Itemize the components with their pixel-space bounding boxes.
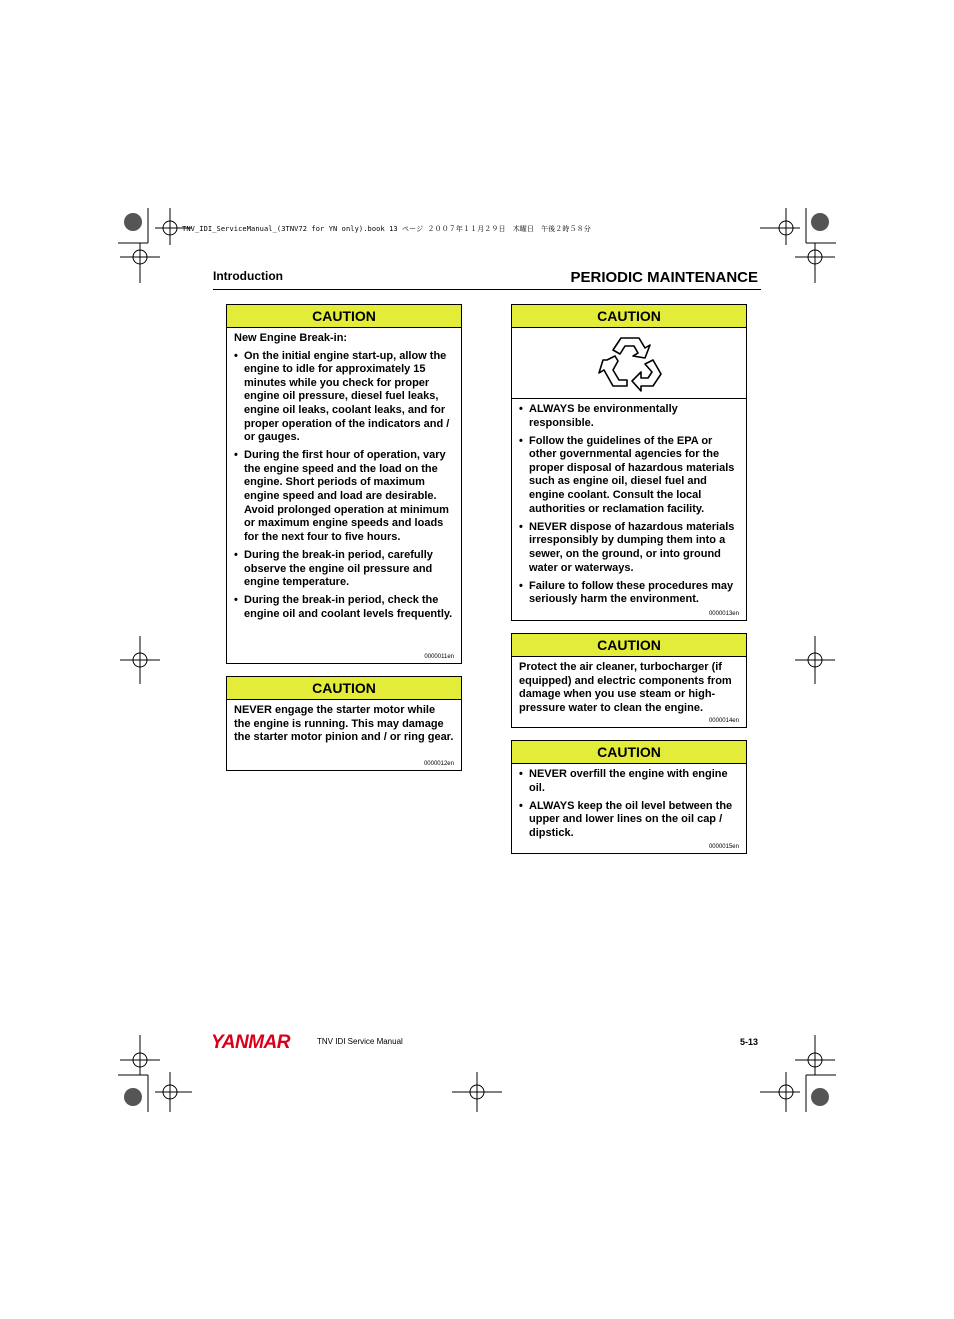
caution-heading: CAUTION	[512, 305, 746, 328]
header-rule	[213, 289, 761, 290]
caution-box-starter	[226, 676, 462, 771]
caution-body	[512, 764, 746, 840]
yanmar-logo	[211, 1031, 311, 1053]
caution-box-oil-level	[511, 740, 747, 854]
bullet-item: • Failure to follow these procedures may seriously harm the environment.	[519, 580, 739, 607]
bullet-item: • During the break-in period, carefully observe the engine oil pressure and engine temperature.	[234, 549, 454, 590]
reference-code: 0000012en	[423, 761, 454, 767]
reference-code: 0000015en	[708, 844, 739, 850]
icon-cell	[512, 328, 746, 399]
bullet-item: • NEVER overfill the engine with engine oil.	[519, 768, 739, 795]
caution-heading: CAUTION	[512, 741, 746, 764]
bullet-item: • During the first hour of operation, vary the engine speed and the load on the engine. Short periods of maximum engine speed and load are desirable. Avoid prolonged operation at minimum or maximum engine speeds and loads for the next four to five hours.	[234, 449, 454, 544]
reference-code: 0000014en	[708, 718, 739, 724]
caution-heading: CAUTION	[512, 634, 746, 657]
caution-bullet-list	[519, 768, 739, 840]
caution-intro: New Engine Break-in:	[234, 332, 348, 344]
caution-body	[512, 399, 746, 607]
bullet-item: • ALWAYS be environmentally responsible.	[519, 403, 739, 430]
caution-box-environment	[511, 304, 747, 621]
caution-text: Protect the air cleaner, turbocharger (if equipped) and electric components from damage when you use steam or high-pressure water to clean the engine.	[519, 661, 732, 714]
caution-body	[227, 328, 461, 621]
caution-body	[227, 700, 461, 745]
bullet-item: • NEVER dispose of hazardous materials irresponsibly by dumping them into a sewer, on the ground, or into ground water or waterways.	[519, 521, 739, 575]
manual-title: TNV IDI Service Manual	[317, 1037, 403, 1046]
recycle-icon	[595, 334, 665, 394]
caution-heading: CAUTION	[227, 305, 461, 328]
caution-heading: CAUTION	[227, 677, 461, 700]
brand-logo-text: YANMAR	[211, 1032, 290, 1053]
caution-box-cleaning	[511, 633, 747, 728]
chapter-title: PERIODIC MAINTENANCE	[570, 269, 758, 286]
reference-code: 0000013en	[708, 611, 739, 617]
page-number: 5-13	[740, 1037, 759, 1047]
caution-body	[512, 657, 746, 715]
caution-text: NEVER engage the starter motor while the engine is running. This may damage the starter motor pinion and / or ring gear.	[234, 704, 454, 744]
bullet-item: • During the break-in period, check the engine oil and coolant levels frequently.	[234, 594, 454, 621]
reference-code: 0000011en	[424, 654, 454, 660]
caution-box-break-in	[226, 304, 462, 664]
bullet-item: • Follow the guidelines of the EPA or other governmental agencies for the proper disposal of hazardous materials such as engine oil, diesel fuel and engine coolant. Consult the local authorities or reclamation facility.	[519, 435, 739, 517]
caution-bullet-list	[234, 350, 454, 622]
section-title: Introduction	[213, 269, 283, 283]
print-info: TNV_IDI_ServiceManual_(3TNV72 for YN only).book 13 ページ ２００７年１１月２９日 木曜日 午後２時５８分	[182, 225, 591, 233]
bullet-item: • ALWAYS keep the oil level between the upper and lower lines on the oil cap / dipstick.	[519, 800, 739, 841]
caution-bullet-list	[519, 403, 739, 607]
bullet-item: • On the initial engine start-up, allow the engine to idle for approximately 15 minutes while you check for proper engine oil pressure, diesel fuel leaks, engine oil leaks, coolant leaks, and for proper operation of the indicators and / or gauges.	[234, 350, 454, 445]
